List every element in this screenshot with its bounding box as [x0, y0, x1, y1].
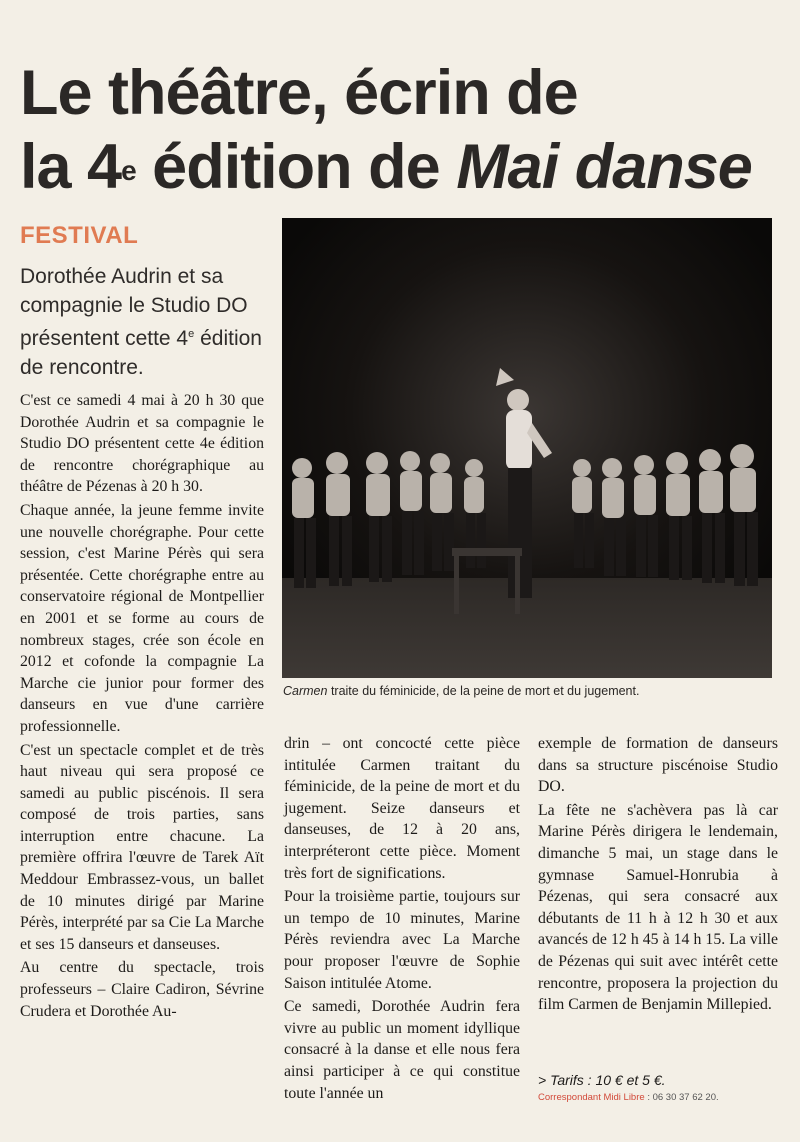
correspondent-phone: : 06 30 37 62 20.	[647, 1092, 719, 1103]
paragraph: Ce samedi, Dorothée Audrin fera vivre au public un moment idyllique consacré à la danse et elle nous fera ainsi participer à ce qui constitue toute l'année un	[284, 998, 520, 1102]
section-kicker: FESTIVAL	[20, 222, 139, 249]
headline	[20, 56, 780, 204]
standfirst	[20, 262, 270, 382]
headline-line2-mid: édition de	[135, 132, 457, 202]
caption-text: traite du féminicide, de la peine de mort et du jugement.	[327, 684, 640, 698]
standfirst-sup: e	[188, 328, 195, 340]
correspondent-credit	[538, 1092, 778, 1103]
paragraph: Au centre du spectacle, trois professeurs – Claire Cadiron, Sévrine Crudera et Dorothée Au-	[20, 959, 264, 1020]
headline-line2-pre: la 4	[20, 132, 122, 202]
paragraph: exemple de formation de danseurs dans sa structure piscénoise Studio DO.	[538, 735, 778, 796]
standfirst-text-pre: Dorothée Audrin et sa compagnie le Studio DO présentent cette 4	[20, 265, 248, 350]
paragraph: Chaque année, la jeune femme invite une nouvelle chorégraphe. Pour cette session, c'est Marine Pérès qui sera présentée. Cette chorégraphe entre au conservatoire régional de Montpellier en 2001 et se forme au cours de nombreux stages, crée son école en 2012 et cofonde la compagnie La Marche cie junior pour former des danseurs en vue d'une carrière professionnelle.	[20, 501, 264, 735]
caption-title: Carmen	[283, 684, 328, 698]
article-column-3	[538, 733, 778, 1016]
paragraph: Pour la troisième partie, toujours sur un tempo de 10 minutes, Marine Pérès reviendra avec La Marche pour proposer l'œuvre de Sophie Saison intitulée Atome.	[284, 888, 520, 992]
standfirst-text-post: édition de rencontre.	[20, 327, 262, 379]
paragraph: drin – ont concocté cette pièce intitulée Carmen traitant du féminicide, de la peine de mort et du jugement. Seize danseurs et danseuses, de 12 à 20 ans, interpréteront cette pièce. Moment très fort de significations.	[284, 735, 520, 882]
article-column-1	[20, 390, 264, 1022]
paragraph: C'est un spectacle complet et de très haut niveau qui sera proposé ce samedi au public piscénois. Il sera composé de trois parties, sans interruption entre chacune. La première offrira l'œuvre de Tarek Aït Meddour Embrassez-vous, un ballet de 10 minutes dirigé par Marine Pérès, interprété par sa Cie La Marche et ses 15 danseurs et danseuses.	[20, 741, 264, 953]
article-column-2	[284, 733, 520, 1104]
dance-photo	[282, 218, 772, 678]
pricing-info: > Tarifs : 10 € et 5 €.	[538, 1072, 666, 1088]
photo-caption	[283, 684, 778, 698]
paragraph: C'est ce samedi 4 mai à 20 h 30 que Dorothée Audrin et sa compagnie le Studio DO présentent cette 4e édition de rencontre chorégraphique au théâtre de Pézenas à 20 h 30.	[20, 392, 264, 496]
paragraph: La fête ne s'achèvera pas là car Marine Pérès dirigera le lendemain, dimanche 5 mai, un stage dans le gymnase Samuel-Honrubia à Pézenas, qui sera consacré aux débutants de 11 h à 12 h 30 et aux avancés de 12 h 45 à 14 h 15. La ville de Pézenas qui suit avec intérêt cette rencontre, proposera la projection du film Carmen de Benjamin Millepied.	[538, 801, 778, 1014]
headline-line1: Le théâtre, écrin de	[20, 58, 578, 128]
headline-festival-name: Mai danse	[456, 132, 752, 202]
headline-sup: e	[121, 155, 136, 186]
dance-photo-illustration	[282, 218, 772, 678]
correspondent-label: Correspondant Midi Libre	[538, 1092, 645, 1103]
